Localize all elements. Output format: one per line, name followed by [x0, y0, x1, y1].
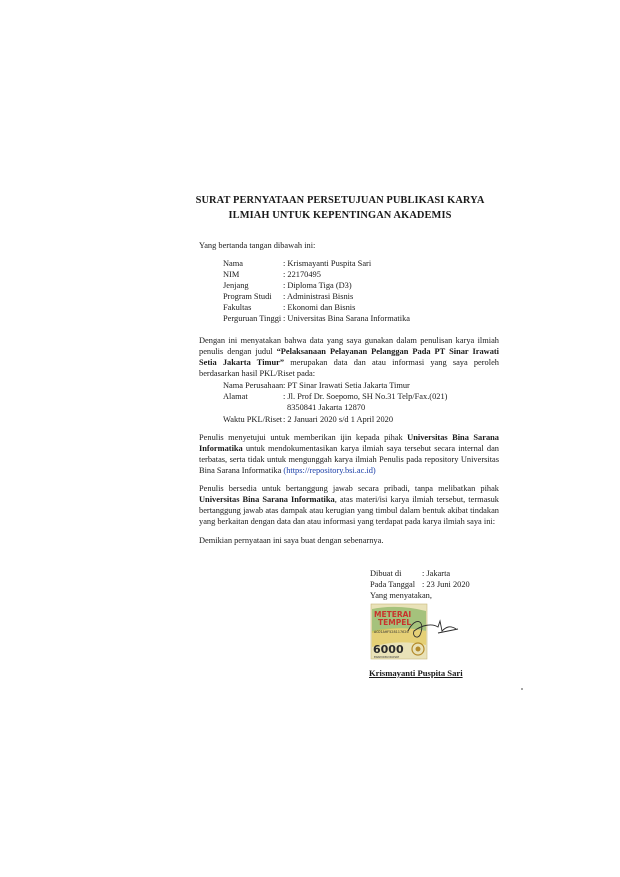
document-title [170, 193, 510, 223]
place-value: : Jakarta [422, 569, 451, 578]
paragraph-line: bertanggung jawab atas dampak atau kerugian yang timbul dalam bentuk akibat tindakan [199, 506, 499, 516]
paragraph-text: Bina Sarana Informatika [199, 466, 284, 476]
company-name-value: : PT Sinar Irawati Setia Jakarta Timur [283, 381, 410, 390]
company-name-label: Nama Perusahaan [223, 381, 284, 390]
research-time-label: Waktu PKL/Riset [223, 415, 283, 424]
university-name: Universitas Bina Sarana [407, 433, 499, 442]
research-title: “Pelaksanaan Pelayanan Pelanggan Pada PT Sinar Irawati [276, 347, 500, 357]
identity-label: Jenjang [223, 281, 249, 290]
place-label: Dibuat di [370, 569, 402, 578]
paragraph-text: , atas materi/isi karya ilmiah tersebut, termasuk [334, 495, 499, 505]
paragraph-line [199, 443, 499, 454]
stamp-amount: 6000 [373, 643, 404, 656]
stamp-text-2: TEMPEL [378, 618, 412, 627]
title-line-2: ILMIAH UNTUK KEPENTINGAN AKADEMIS [228, 210, 452, 221]
paragraph-line: Penulis bersedia untuk bertanggung jawab secara pribadi, tanpa melibatkan pihak [199, 484, 499, 493]
identity-value: : Krismayanti Puspita Sari [283, 259, 372, 268]
identity-value: : Administrasi Bisnis [283, 292, 354, 301]
company-address-label: Alamat [223, 392, 248, 401]
date-label: Pada Tanggal [370, 580, 416, 589]
research-title: Setia Jakarta Timur” [199, 358, 285, 368]
stamp-small-text: ENAM RIBU RUPIAH [374, 656, 400, 659]
paragraph-line [199, 494, 499, 505]
closing-statement: Demikian pernyataan ini saya buat dengan sebenarnya. [199, 536, 384, 545]
paragraph-line: yang berkaitan dengan data dan atau informasi yang terdapat pada karya ilmiah saya ini: [199, 517, 496, 527]
paragraph-line [199, 465, 499, 476]
company-address-value: : Jl. Prof Dr. Soepomo, SH No.31 Telp/Fax.(021) [283, 392, 448, 401]
paragraph-line [199, 346, 499, 357]
university-name: Informatika [199, 444, 243, 454]
duty-stamp [368, 601, 468, 663]
identity-value: : Ekonomi dan Bisnis [283, 303, 356, 312]
signatory-name: Krismayanti Puspita Sari [369, 668, 463, 678]
paragraph-line: terbatas, serta tidak untuk mengunggah karya ilmiah Penulis pada repository Universitas [199, 455, 499, 465]
stamp-serial: ACD1AHF528117626 [374, 630, 409, 634]
identity-label: Fakultas [223, 303, 252, 312]
research-time-value: : 2 Januari 2020 s/d 1 April 2020 [283, 415, 394, 424]
date-value: : 23 Juni 2020 [422, 580, 470, 589]
paragraph-text: untuk mendokumentasikan karya ilmiah saya tersebut secara internal dan [242, 444, 499, 454]
company-address-value-cont: 8350841 Jakarta 12870 [287, 403, 366, 412]
paragraph-text: Penulis menyetujui untuk memberikan ijin kepada pihak [199, 433, 408, 442]
paragraph-permission [199, 432, 499, 476]
identity-value: : Universitas Bina Sarana Informatika [283, 314, 410, 323]
identity-label: Nama [223, 259, 243, 268]
paragraph-line [199, 432, 499, 443]
identity-value: : Diploma Tiga (D3) [283, 281, 352, 290]
identity-label: NIM [223, 270, 240, 279]
paragraph-line: Dengan ini menyatakan bahwa data yang saya gunakan dalam penulisan karya ilmiah [199, 336, 499, 345]
identity-value: : 22170495 [283, 270, 321, 279]
paragraph-text: penulis dengan judul [199, 347, 277, 357]
declarant-label: Yang menyatakan, [370, 591, 432, 600]
identity-label: Perguruan Tinggi [223, 314, 282, 323]
paragraph-text: merupakan data dan atau informasi yang saya peroleh [284, 358, 499, 368]
intro-text: Yang bertanda tangan dibawah ini: [199, 241, 316, 250]
scan-speck [521, 688, 523, 690]
identity-label: Program Studi [223, 292, 272, 301]
stamp-text-1: METERAI [374, 610, 412, 619]
university-name: Universitas Bina Sarana Informatika [199, 495, 335, 505]
paragraph-responsibility [199, 483, 499, 527]
paragraph-data-source [199, 335, 499, 379]
paragraph-line: berdasarkan hasil PKL/Riset pada: [199, 369, 316, 379]
paragraph-line [199, 357, 499, 368]
title-line-1: SURAT PERNYATAAN PERSETUJUAN PUBLIKASI KARYA [195, 195, 485, 206]
repository-link[interactable]: (https://repository.bsi.ac.id) [283, 466, 376, 476]
